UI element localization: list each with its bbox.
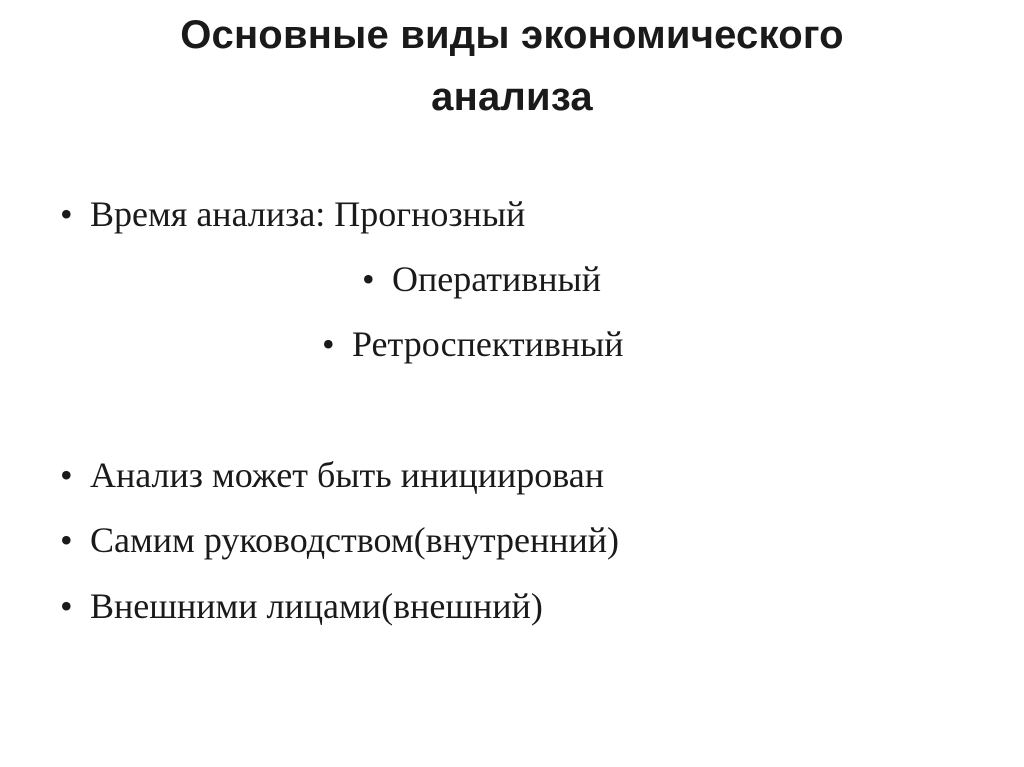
bullet-text: Внешними лицами(внешний)	[90, 586, 543, 626]
bullet-item-time	[60, 192, 525, 236]
bullet-text: Анализ может быть инициирован	[90, 455, 605, 495]
bullet-item-internal	[60, 518, 619, 562]
bullet-dot: •	[322, 324, 335, 364]
title-line-2: анализа	[431, 75, 593, 119]
bullet-text: Самим руководством(внутренний)	[90, 520, 620, 560]
title-line-1: Основные виды экономического	[180, 13, 844, 57]
bullet-text: Оперативный	[392, 259, 602, 299]
bullet-item-operational	[362, 257, 601, 301]
bullet-dot: •	[362, 259, 375, 299]
bullet-item-retrospective	[322, 322, 624, 366]
bullet-text: Ретроспективный	[352, 324, 624, 364]
bullet-item-external	[60, 584, 543, 628]
slide-title	[0, 4, 1024, 128]
bullet-item-initiated	[60, 453, 604, 497]
bullet-text: Время анализа: Прогнозный	[90, 194, 526, 234]
bullet-dot: •	[60, 586, 73, 626]
bullet-dot: •	[60, 520, 73, 560]
bullet-dot: •	[60, 455, 73, 495]
bullet-dot: •	[60, 194, 73, 234]
